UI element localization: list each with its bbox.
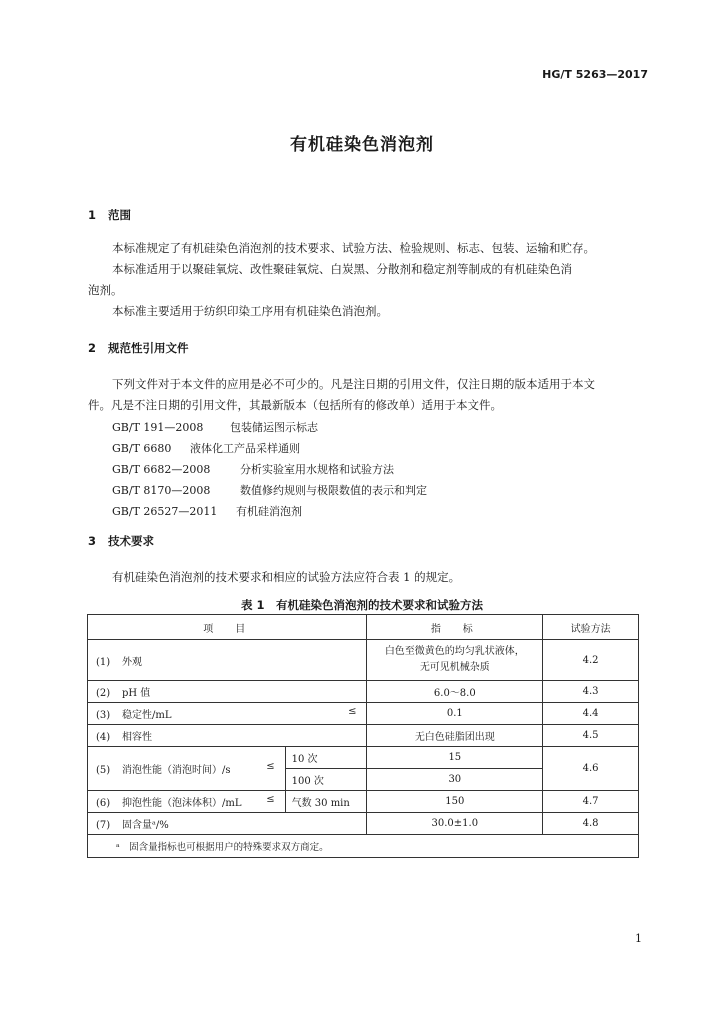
reference-item (112, 419, 318, 435)
item-cell (88, 725, 367, 747)
item-cell (88, 681, 367, 703)
table-header-row (88, 615, 639, 640)
paragraph: 下列文件对于本文件的应用是必不可少的。凡是注日期的引用文件，仅注日期的版本适用于本文 (112, 377, 595, 391)
paragraph: 本标准主要适用于纺织印染工序用有机硅染色消泡剂。 (112, 304, 388, 318)
less-equal-sign: ≤ (348, 706, 357, 717)
item-name: pH 值 (122, 688, 151, 699)
section-3-heading (88, 533, 154, 549)
section-number: 1 (88, 208, 97, 222)
section-number: 3 (88, 534, 97, 548)
reference-item (112, 503, 302, 519)
table-row (88, 703, 639, 725)
item-cell (88, 791, 286, 813)
item-name: 消泡性能（消泡时间）/s (122, 765, 231, 776)
item-cell (88, 747, 286, 791)
item-number: (2) (96, 688, 111, 699)
table-row (88, 681, 639, 703)
reference-item (112, 482, 427, 498)
paragraph: 本标准规定了有机硅染色消泡剂的技术要求、试验方法、检验规则、标志、包装、运输和贮存。 (112, 241, 595, 255)
item-name: 抑泡性能（泡沫体积）/mL (122, 798, 242, 809)
reference-name: 有机硅消泡剂 (236, 505, 302, 518)
index-cell: 15 (367, 747, 543, 769)
header-item: 项 目 (88, 615, 367, 640)
reference-name: 数值修约规则与极限数值的表示和判定 (240, 484, 427, 497)
table-caption: 表 1 有机硅染色消泡剂的技术要求和试验方法 (240, 598, 483, 612)
page-number: 1 (635, 932, 642, 945)
item-name: 稳定性/mL (122, 710, 172, 721)
reference-name: 包装储运图示标志 (230, 421, 318, 434)
reference-name: 分析实验室用水规格和试验方法 (240, 463, 394, 476)
item-number: (5) (96, 765, 111, 776)
method-cell: 4.3 (543, 681, 639, 703)
item-number: (7) (96, 820, 111, 831)
paragraph: 本标准适用于以聚硅氧烷、改性聚硅氧烷、白炭黑、分散剂和稳定剂等制成的有机硅染色消 (112, 262, 572, 276)
reference-code: GB/T 8170—2008 (112, 484, 211, 497)
header-method: 试验方法 (543, 615, 639, 640)
item-cell (88, 640, 367, 681)
reference-name: 液体化工产品采样通则 (190, 442, 300, 455)
index-cell: 0.1 (367, 703, 543, 725)
index-line: 白色至微黄色的均匀乳状液体， (384, 646, 525, 657)
item-cell (88, 813, 367, 835)
table-row (88, 813, 639, 835)
section-number: 2 (88, 341, 97, 355)
document-title: 有机硅染色消泡剂 (290, 135, 434, 155)
item-name: 外观 (122, 656, 142, 668)
sub-condition-cell: 气数 30 min (285, 791, 367, 813)
section-title: 范围 (108, 208, 131, 222)
index-cell: 6.0～8.0 (367, 681, 543, 703)
item-name: 相容性 (122, 732, 152, 743)
index-cell: 30.0±1.0 (367, 813, 543, 835)
item-number: (4) (96, 732, 111, 743)
reference-code: GB/T 191—2008 (112, 421, 204, 434)
sub-condition-cell: 10 次 (285, 747, 367, 769)
table-row (88, 640, 639, 681)
item-number: (6) (96, 798, 111, 809)
table-footnote: ᵃ 固含量指标也可根据用户的特殊要求双方商定。 (88, 835, 639, 858)
header-index: 指 标 (367, 615, 543, 640)
method-cell: 4.8 (543, 813, 639, 835)
table-row (88, 747, 639, 769)
method-cell: 4.2 (543, 640, 639, 681)
reference-code: GB/T 6682—2008 (112, 463, 211, 476)
section-2-heading (88, 340, 189, 356)
reference-item (112, 440, 300, 456)
reference-item (112, 461, 394, 477)
index-cell: 无白色硅脂团出现 (367, 725, 543, 747)
method-cell: 4.4 (543, 703, 639, 725)
table-footnote-row (88, 835, 639, 858)
spec-table (87, 614, 639, 858)
method-cell: 4.5 (543, 725, 639, 747)
paragraph: 件。凡是不注日期的引用文件，其最新版本（包括所有的修改单）适用于本文件。 (88, 398, 502, 412)
paragraph: 泡剂。 (88, 283, 123, 297)
standard-code: HG/T 5263—2017 (542, 68, 648, 81)
less-equal-sign: ≤ (266, 761, 275, 772)
index-cell: 150 (367, 791, 543, 813)
method-cell: 4.7 (543, 791, 639, 813)
paragraph: 有机硅染色消泡剂的技术要求和相应的试验方法应符合表 1 的规定。 (112, 570, 461, 584)
item-number: (3) (96, 710, 111, 721)
item-cell (88, 703, 367, 725)
section-title: 规范性引用文件 (108, 341, 189, 355)
section-title: 技术要求 (108, 534, 154, 548)
index-cell (367, 640, 543, 681)
table-row (88, 725, 639, 747)
item-number: (1) (96, 656, 111, 668)
reference-code: GB/T 26527—2011 (112, 505, 218, 518)
reference-code: GB/T 6680 (112, 442, 172, 455)
sub-condition-cell: 100 次 (285, 769, 367, 791)
index-line: 无可见机械杂质 (419, 662, 490, 673)
index-cell: 30 (367, 769, 543, 791)
table-row (88, 791, 639, 813)
section-1-heading (88, 207, 131, 223)
method-cell: 4.6 (543, 747, 639, 791)
item-name: 固含量ᵃ/% (122, 820, 169, 831)
less-equal-sign: ≤ (266, 794, 275, 805)
